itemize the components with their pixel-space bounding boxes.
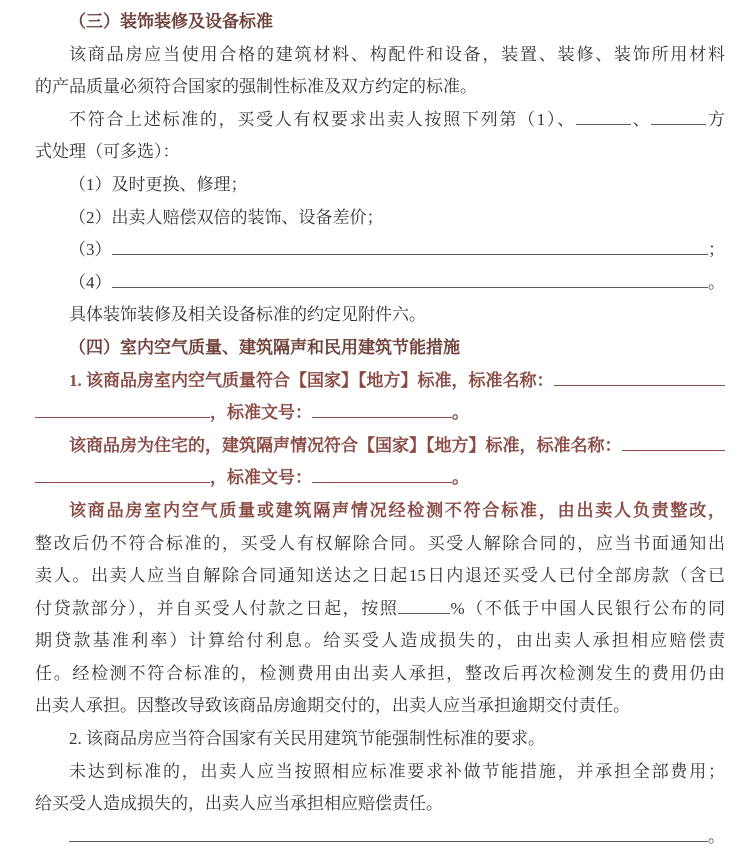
clause-text: 付贷款部分），并自买受人付款之日起，按照 <box>35 598 399 618</box>
fill-in-blank <box>312 480 452 483</box>
clause-text: 整改后仍不符合标准的，买受人有权解除合同。买受人解除合同的，应当书面通知出 <box>35 533 725 553</box>
clause-text: 该商品房为住宅的，建筑隔声情况符合【国家】【地方】标准，标准名称： <box>69 435 622 455</box>
list-item-3 <box>35 234 725 267</box>
clause-line <box>35 71 725 104</box>
section-heading-3-text: （三）装饰装修及设备标准 <box>69 12 273 31</box>
clause-text: 不符合上述标准的，买受人有权要求出卖人按照下列第（1）、 <box>69 109 576 129</box>
clause-text: 出卖人承担。因整改导致该商品房逾期交付的，出卖人应当承担逾期交付责任。 <box>35 696 630 716</box>
clause-text: 任。经检测不符合标准的，检测费用由出卖人承担，整改后再次检测发生的费用仍由 <box>35 663 725 683</box>
list-item-1 <box>35 169 725 202</box>
fill-in-blank <box>312 415 452 418</box>
clause-line <box>35 690 725 723</box>
clause-text: 式处理（可多选）： <box>35 142 180 162</box>
list-item-text: （1）及时更换、修理； <box>69 174 248 194</box>
fill-in-blank <box>35 480 210 483</box>
list-item-4 <box>35 267 725 300</box>
clause-air-quality <box>35 365 725 398</box>
clause-energy-saving <box>35 723 725 756</box>
fill-in-blank-line <box>112 252 709 255</box>
clause-line <box>35 756 725 789</box>
clause-sound-insulation <box>35 430 725 463</box>
clause-text: ，标准文号： <box>210 403 312 423</box>
clause-text: 的产品质量必须符合国家的强制性标准及双方约定的标准。 <box>35 77 477 97</box>
clause-text: 未达到标准的，出卖人应当按照相应标准要求补做节能措施，并承担全部费用； <box>69 761 725 781</box>
fill-in-blank <box>398 611 450 614</box>
fill-in-blank-line <box>622 448 726 451</box>
fill-in-blank-line <box>554 383 726 386</box>
trailing-blank-line <box>35 821 725 853</box>
clause-line <box>35 560 725 593</box>
clause-line <box>35 39 725 72</box>
clause-text: 2. 该商品房应当符合国家有关民用建筑节能强制性标准的要求。 <box>69 729 545 749</box>
list-item-punct: ； <box>708 240 725 260</box>
section-heading-4-text: （四）室内空气质量、建筑隔声和民用建筑节能措施 <box>69 337 460 357</box>
clause-punct: 。 <box>708 826 725 846</box>
clause-text: 该商品房应当使用合格的建筑材料、构配件和设备，装置、装修、装饰所用材料 <box>69 44 725 64</box>
fill-in-blank-line <box>69 839 708 842</box>
clause-text: %（不低于中国人民银行公布的同 <box>450 598 725 618</box>
section-heading-4 <box>35 332 725 365</box>
clause-punct: 。 <box>452 403 469 423</box>
fill-in-blank <box>651 122 706 125</box>
clause-line-remedy-options <box>35 104 725 137</box>
clause-text: 期贷款基准利率）计算给付利息。给买受人造成损失的，由出卖人承担相应赔偿责 <box>35 631 725 651</box>
list-item-punct: 。 <box>708 272 725 292</box>
clause-line-attachment-ref <box>35 299 725 332</box>
fill-in-blank <box>576 122 631 125</box>
clause-text: 1. 该商品房室内空气质量符合【国家】【地方】标准，标准名称： <box>69 370 554 390</box>
clause-line <box>35 788 725 821</box>
clause-text: ，标准文号： <box>210 468 312 488</box>
fill-in-blank <box>35 415 210 418</box>
clause-punct: 。 <box>452 468 469 488</box>
clause-noncompliance-lead <box>35 495 725 528</box>
clause-line <box>35 625 725 658</box>
list-item-2 <box>35 202 725 235</box>
clause-air-quality-continued <box>35 397 725 430</box>
list-item-text: （2）出卖人赔偿双倍的装饰、设备差价； <box>69 207 384 227</box>
clause-text: 给买受人造成损失的，出卖人应当承担相应赔偿责任。 <box>35 794 443 814</box>
clause-sound-insulation-continued <box>35 462 725 495</box>
clause-line <box>35 528 725 561</box>
clause-text: 方 <box>706 109 726 129</box>
clause-line <box>35 658 725 691</box>
section-heading-3 <box>35 6 725 39</box>
clause-text: 该商品房室内空气质量或建筑隔声情况经检测不符合标准，由出卖人负责整改， <box>69 500 725 520</box>
clause-text: 卖人。出卖人应当自解除合同通知送达之日起15日内退还买受人已付全部房款（含已 <box>35 566 725 586</box>
list-item-label: （3） <box>69 240 112 260</box>
clause-text: 、 <box>630 109 652 129</box>
fill-in-blank-line <box>112 285 709 288</box>
clause-line <box>35 136 725 169</box>
list-item-label: （4） <box>69 272 112 292</box>
clause-line-interest-rate <box>35 593 725 626</box>
clause-text: 具体装饰装修及相关设备标准的约定见附件六。 <box>69 305 426 325</box>
